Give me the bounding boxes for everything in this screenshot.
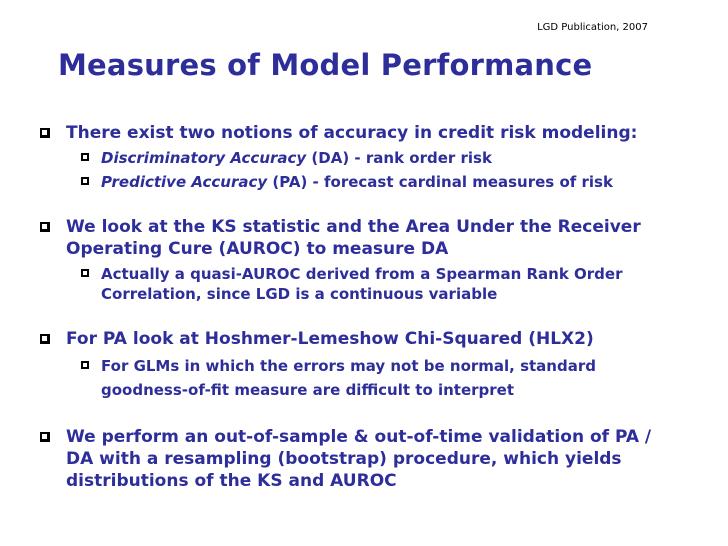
square-bullet-icon [40,432,50,442]
square-bullet-icon [40,334,50,344]
bullet-accuracy-notions [66,122,666,144]
bullet-text: We look at the KS statistic and the Area Under the Receiver Operating Cure (AUROC) to measure DA [66,217,641,259]
slide-title: Measures of Model Performance [58,48,593,82]
bullet-text: We perform an out-of-sample & out-of-time validation of PA / DA with a resampling (bootstrap) procedure, which yields distributions of the KS and AUROC [66,427,652,491]
publication-note: LGD Publication, 2007 [537,22,648,33]
sub-bullet-predictive-accuracy [101,172,661,192]
bullet-text: For PA look at Hoshmer-Lemeshow Chi-Squared (HLX2) [66,329,594,349]
square-bullet-icon [81,361,89,369]
sub-bullet-text: Actually a quasi-AUROC derived from a Spearman Rank Order Correlation, since LGD is a continuous variable [101,265,623,303]
square-bullet-icon [81,153,89,161]
bullet-text: There exist two notions of accuracy in credit risk modeling: [66,123,638,143]
bullet-hoshmer-lemeshow [66,328,666,350]
sub-bullet-glm-fit [101,354,661,402]
bullet-ks-auroc [66,216,666,260]
sub-bullet-text: (DA) - rank order risk [306,149,492,167]
sub-bullet-text: (PA) - forecast cardinal measures of risk [267,173,613,191]
square-bullet-icon [40,128,50,138]
term-discriminatory-accuracy: Discriminatory Accuracy [101,149,307,167]
square-bullet-icon [81,269,89,277]
square-bullet-icon [81,177,89,185]
sub-bullet-text: For GLMs in which the errors may not be normal, standard goodness-of-fit measure are difficult to interpret [101,357,596,399]
sub-bullet-quasi-auroc [101,264,661,304]
term-predictive-accuracy: Predictive Accuracy [101,173,268,191]
slide-content [0,122,728,492]
bullet-validation [66,426,666,492]
sub-bullet-discriminatory-accuracy [101,148,661,168]
square-bullet-icon [40,222,50,232]
